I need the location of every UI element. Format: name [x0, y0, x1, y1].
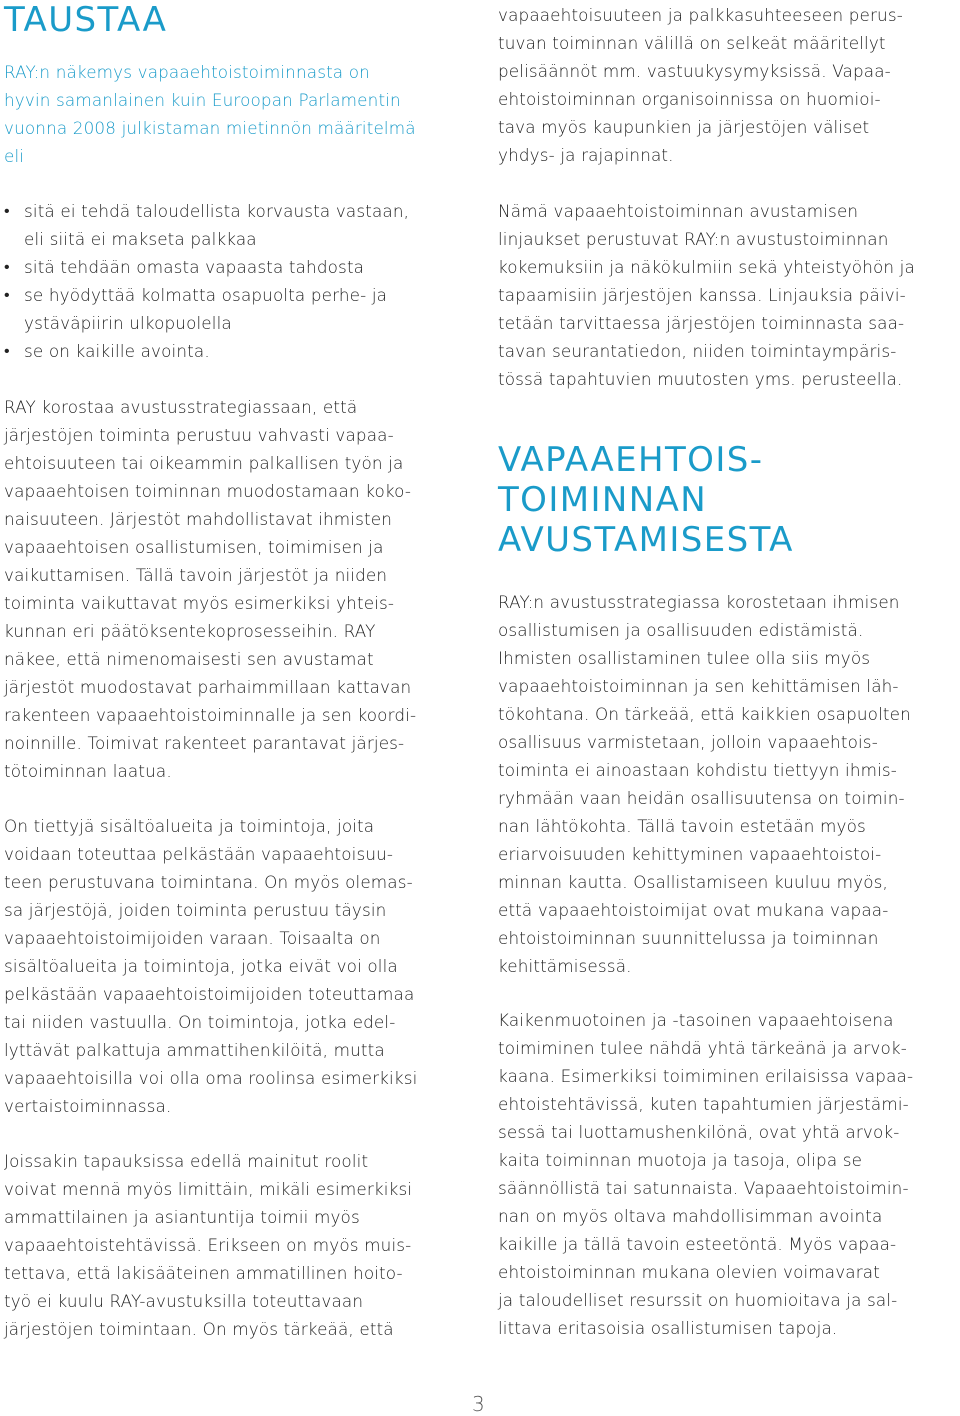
bullet-marker: • — [4, 341, 10, 360]
text-line: ryhmään vaan heidän osallisuutensa on toimin- — [498, 788, 905, 808]
text-line: kunnan eri päätöksentekoprosesseihin. RAY — [4, 621, 376, 641]
intro-line: vuonna 2008 julkistaman mietinnön määritelmä — [4, 118, 416, 138]
text-line: järjestöjen toiminta perustuu vahvasti vapaa- — [4, 425, 394, 445]
text-line: Joissakin tapauksissa edellä mainitut roolit — [4, 1151, 369, 1171]
heading-line: VAPAAEHTOIS- — [498, 440, 764, 480]
text-line: yhdys- ja rajapinnat. — [498, 145, 674, 165]
page-number: 3 — [472, 1392, 485, 1416]
text-line: työ ei kuulu RAY-avustuksilla toteuttavaan — [4, 1291, 364, 1311]
section-heading-taustaa: TAUSTAA — [4, 0, 168, 40]
text-line: minnan kautta. Osallistamiseen kuuluu myös, — [498, 872, 889, 892]
heading-line: TOIMINNAN — [498, 480, 708, 520]
text-line: järjestöt muodostavat parhaimmillaan kattavan — [4, 677, 412, 697]
text-line: vaikuttamisen. Tällä tavoin järjestöt ja niiden — [4, 565, 388, 585]
text-line: vapaaehtoisen toiminnan muodostamaan koko- — [4, 481, 412, 501]
text-line: ehtoistoiminnan suunnittelussa ja toiminnan — [498, 928, 879, 948]
text-line: vapaaehtoisen osallistumisen, toimimisen ja — [4, 537, 384, 557]
text-line: voivat mennä myös limittäin, mikäli esimerkiksi — [4, 1179, 413, 1199]
text-line: näkee, että nimenomaisesti sen avustamat — [4, 649, 374, 669]
bullet-text: sitä tehdään omasta vapaasta tahdosta — [24, 257, 365, 277]
intro-line: hyvin samanlainen kuin Euroopan Parlamentin — [4, 90, 401, 110]
text-line: sa järjestöjä, joiden toiminta perustuu täysin — [4, 900, 387, 920]
text-line: nan lähtökohta. Tällä tavoin estetään myös — [498, 816, 866, 836]
bullet-text: eli siitä ei makseta palkkaa — [24, 229, 257, 249]
text-line: toiminta vaikuttavat myös esimerkiksi yhteis- — [4, 593, 395, 613]
text-line: kaikille ja tällä tavoin esteetöntä. Myös vapaa- — [498, 1234, 897, 1254]
text-line: eriarvoisuuden kehittyminen vapaaehtoistoi- — [498, 844, 882, 864]
text-line: RAY korostaa avustusstrategiassaan, että — [4, 397, 358, 417]
text-line: rakenteen vapaaehtoistoiminnalle ja sen koordi- — [4, 705, 417, 725]
text-line: ja taloudelliset resurssit on huomioitava ja sal- — [498, 1290, 898, 1310]
text-line: vapaaehtoisuuteen ja palkkasuhteeseen perus- — [498, 5, 903, 25]
text-line: pelisäännöt mm. vastuukysymyksissä. Vapaa- — [498, 61, 891, 81]
text-line: tettava, että lakisääteinen ammatillinen hoito- — [4, 1263, 403, 1283]
text-line: ehtoistehtävissä, kuten tapahtumien järjestämi- — [498, 1094, 909, 1114]
text-line: teen perustuvana toimintana. On myös olemas- — [4, 872, 413, 892]
heading-line: AVUSTAMISESTA — [498, 520, 794, 560]
intro-line: RAY:n näkemys vapaaehtoistoiminnasta on — [4, 62, 370, 82]
text-line: sisältöalueita ja toimintoja, jotka eivät voi olla — [4, 956, 398, 976]
bullet-text: sitä ei tehdä taloudellista korvausta vastaan, — [24, 201, 410, 221]
text-line: ammattilainen ja asiantuntija toimii myös — [4, 1207, 360, 1227]
text-line: ehtoistoiminnan organisoinnissa on huomioi- — [498, 89, 881, 109]
bullet-text: se on kaikille avointa. — [24, 341, 210, 361]
text-line: kokemuksiin ja näkökulmiin sekä yhteistyöhön ja — [498, 257, 915, 277]
text-line: ehtoistoiminnan mukana olevien voimavarat — [498, 1262, 880, 1282]
text-line: noinnille. Toimivat rakenteet parantavat järjes- — [4, 733, 405, 753]
text-line: Kaikenmuotoinen ja -tasoinen vapaaehtoisena — [498, 1010, 894, 1030]
text-line: tavan seurantatiedon, niiden toimintaympäris- — [498, 341, 897, 361]
text-line: kaana. Esimerkiksi toimiminen erilaisissa vapaa- — [498, 1066, 914, 1086]
text-line: osallistumisen ja osallisuuden edistämistä. — [498, 620, 864, 640]
text-line: lyttävät palkattuja ammattihenkilöitä, mutta — [4, 1040, 385, 1060]
text-line: vapaaehtoistoiminnan ja sen kehittämisen läh- — [498, 676, 899, 696]
bullet-marker: • — [4, 285, 10, 304]
text-line: kaita toiminnan muotoja ja tasoja, olipa se — [498, 1150, 863, 1170]
text-line: RAY:n avustusstrategiassa korostetaan ihmisen — [498, 592, 900, 612]
intro-line: eli — [4, 146, 25, 166]
text-line: tökohtana. On tärkeää, että kaikkien osapuolten — [498, 704, 911, 724]
text-line: kehittämisessä. — [498, 956, 632, 976]
text-line: On tiettyjä sisältöalueita ja toimintoja, joita — [4, 816, 375, 836]
text-line: naisuuteen. Järjestöt mahdollistavat ihmisten — [4, 509, 392, 529]
text-line: vapaaehtoisilla voi olla oma roolinsa esimerkiksi — [4, 1068, 418, 1088]
text-line: järjestöjen toimintaan. On myös tärkeää, että — [4, 1319, 394, 1339]
text-line: tuvan toiminnan välillä on selkeät määritellyt — [498, 33, 886, 53]
text-line: osallisuus varmistetaan, jolloin vapaaehtois- — [498, 732, 878, 752]
bullet-text: ystäväpiirin ulkopuolella — [24, 313, 232, 333]
text-line: littava eritasoisia osallistumisen tapoja. — [498, 1318, 838, 1338]
text-line: tötoiminnan laatua. — [4, 761, 172, 781]
text-line: ehtoisuuteen tai oikeammin palkallisen työn ja — [4, 453, 404, 473]
text-line: Ihmisten osallistaminen tulee olla siis myös — [498, 648, 871, 668]
text-line: toiminta ei ainoastaan kohdistu tiettyyn ihmis- — [498, 760, 898, 780]
text-line: tava myös kaupunkien ja järjestöjen väliset — [498, 117, 870, 137]
text-line: tetään tarvittaessa järjestöjen toiminnasta saa- — [498, 313, 905, 333]
text-line: pelkästään vapaaehtoistoimijoiden toteuttamaa — [4, 984, 415, 1004]
bullet-text: se hyödyttää kolmatta osapuolta perhe- ja — [24, 285, 388, 305]
text-line: voidaan toteuttaa pelkästään vapaaehtoisuu- — [4, 844, 394, 864]
text-line: säännöllistä tai satunnaista. Vapaaehtoistoimin- — [498, 1178, 909, 1198]
text-line: sessä tai luottamushenkilönä, ovat yhtä arvok- — [498, 1122, 900, 1142]
text-line: Nämä vapaaehtoistoiminnan avustamisen — [498, 201, 859, 221]
bullet-marker: • — [4, 257, 10, 276]
text-line: tai niiden vastuulla. On toimintoja, jotka edel- — [4, 1012, 396, 1032]
text-line: että vapaaehtoistoimijat ovat mukana vapaa- — [498, 900, 889, 920]
text-line: vapaaehtoistehtävissä. Erikseen on myös muis- — [4, 1235, 412, 1255]
text-line: linjaukset perustuvat RAY:n avustustoiminnan — [498, 229, 889, 249]
text-line: nan on myös oltava mahdollisimman avointa — [498, 1206, 883, 1226]
text-line: vertaistoiminnassa. — [4, 1096, 172, 1116]
bullet-marker: • — [4, 201, 10, 220]
text-line: toimiminen tulee nähdä yhtä tärkeänä ja arvok- — [498, 1038, 907, 1058]
text-line: tössä tapahtuvien muutosten yms. perusteella. — [498, 369, 903, 389]
text-line: tapaamisiin järjestöjen kanssa. Linjauksia päivi- — [498, 285, 906, 305]
text-line: vapaaehtoistoimijoiden varaan. Toisaalta on — [4, 928, 381, 948]
